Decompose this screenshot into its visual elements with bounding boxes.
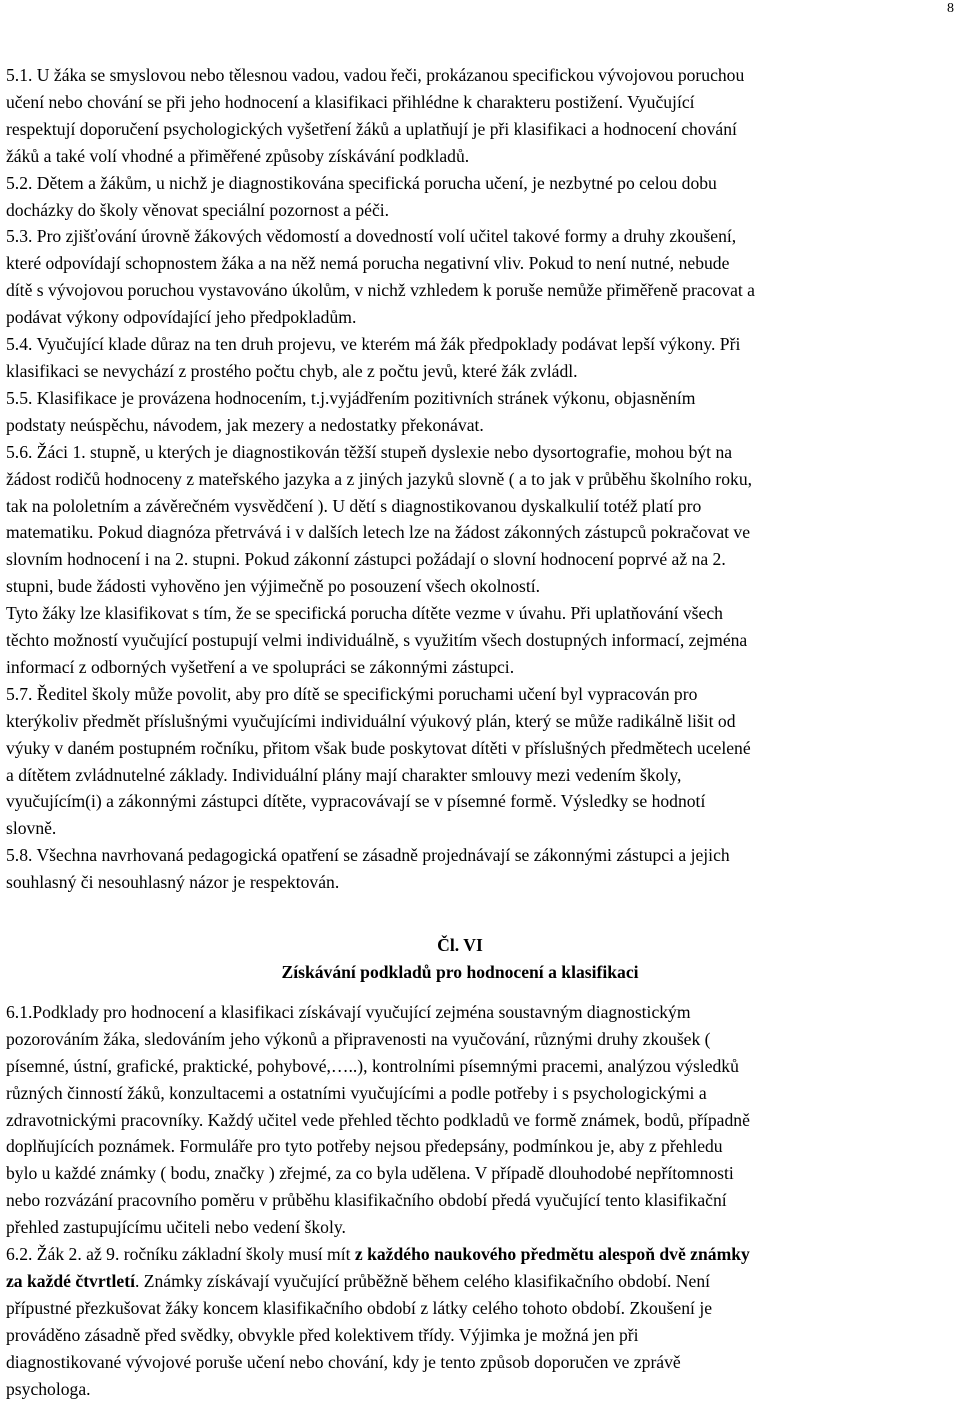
text-line: 5.2. Dětem a žákům, u nichž je diagnostikována specifická porucha učení, je nezbytné po celou dobu	[6, 172, 717, 193]
text-line: stupni, bude žádosti vyhověno jen výjimečně po posouzení všech okolností.	[6, 576, 541, 597]
text-line: výuky v daném postupném ročníku, přitom však bude poskytovat dítěti v příslušných předmětech ucelené	[6, 737, 751, 758]
text-line: prováděno zásadně před svědky, obvykle před kolektivem třídy. Výjimka je možná jen při	[6, 1324, 639, 1345]
section-title: Získávání podkladů pro hodnocení a klasifikaci	[281, 962, 639, 982]
article-number: Čl. VI	[437, 935, 483, 956]
text-line: žáků a také volí vhodné a přiměřené způsoby získávání podkladů.	[6, 145, 470, 166]
text-line: 5.7. Ředitel školy může povolit, aby pro dítě se specifickými poruchami učení byl vypracován pro	[6, 683, 698, 704]
text-line: souhlasný či nesouhlasný názor je respektován.	[6, 872, 340, 893]
emphasis-text: z každého naukového předmětu alespoň dvě známky	[354, 1244, 750, 1265]
text-line: 5.1. U žáka se smyslovou nebo tělesnou vadou, vadou řeči, prokázanou specifickou vývojovou poruchou	[6, 65, 745, 85]
text-line: bylo u každé známky ( bodu, značky ) zřejmé, za co byla udělena. V případě dlouhodobé nepřítomnosti	[6, 1163, 734, 1184]
text-line: zdravotnickými pracovníky. Každý učitel vede přehled těchto podkladů ve formě známek, bodů, případně	[6, 1109, 750, 1130]
text-line: doplňujících poznámek. Formuláře pro tyto potřeby nejsou předepsány, podmínkou je, aby z přehledu	[6, 1136, 723, 1157]
text-line: informací z odborných vyšetření a ve spolupráci se zákonnými zástupci.	[6, 656, 515, 677]
text-line: tak na pololetním a závěrečném vysvědčení ). U dětí s diagnostikovanou dyskalkulií totéž platí pro	[6, 495, 702, 516]
text-line: 5.6. Žáci 1. stupně, u kterých je diagnostikován těžší stupeň dyslexie nebo dysortografie, mohou být na	[6, 441, 733, 462]
text-line: dítě s vývojovou poruchou vystavováno úkolům, v nichž vzhledem k poruše nemůže přiměřeně pracovat a	[6, 280, 755, 301]
text-line: 5.8. Všechna navrhovaná pedagogická opatření se zásadně projednávají se zákonnými zástupci a jejich	[6, 845, 730, 866]
text-line: žádost rodičů hodnoceny z mateřského jazyka a z jiných jazyků slovně ( a to jak v průběhu školního roku,	[6, 468, 753, 489]
text-line: 5.5. Klasifikace je provázena hodnocením, t.j.vyjádřením pozitivních stránek výkonu, objasněním	[6, 387, 696, 408]
text-line: 5.3. Pro zjišťování úrovně žákových vědomostí a dovedností volí učitel takové formy a druhy zkoušení,	[6, 226, 737, 247]
text-line: písemné, ústní, grafické, praktické, pohybové,…..), kontrolními písemnými pracemi, analýzou výsledků	[6, 1055, 739, 1076]
text-line: které odpovídají schopnostem žáka a na něž nemá porucha negativní vliv. Pokud to není nutné, nebude	[6, 253, 730, 274]
text-segment: . Známky získávají vyučující průběžně během celého klasifikačního období. Není	[134, 1270, 711, 1291]
text-line: vyučujícím(i) a zákonnými zástupci dítěte, vypracovávají se v písemné formě. Výsledky se hodnotí	[6, 791, 706, 812]
text-line: Tyto žáky lze klasifikovat s tím, že se specifická porucha dítěte vezme v úvahu. Při uplatňování všech	[6, 603, 723, 624]
text-line: klasifikaci se nevychází z prostého počtu chyb, ale z počtu jevů, které žák zvládl.	[6, 360, 578, 381]
text-line: podávat výkony odpovídající jeho předpokladům.	[6, 307, 357, 328]
text-line: 5.4. Vyučující klade důraz na ten druh projevu, ve kterém má žák předpoklady podávat lepší výkony. Při	[6, 334, 741, 355]
text-line: 6.1.Podklady pro hodnocení a klasifikaci získávají vyučující zejména soustavným diagnostickým	[6, 1001, 691, 1022]
text-line: respektují doporučení psychologických vyšetření žáků a uplatňují je při klasifikaci a hodnocení chování	[6, 118, 737, 139]
body-text	[6, 62, 956, 1403]
text-line: pozorováním žáka, sledováním jeho výkonů a připravenosti na vyučování, různými druhy zkoušek (	[6, 1028, 711, 1049]
emphasis-text: za každé čtvrtletí	[6, 1270, 135, 1291]
text-line: nebo rozvázání pracovního poměru v průběhu klasifikačního období předá vyučující tento klasifikační	[6, 1190, 727, 1211]
text-line	[6, 1268, 956, 1295]
text-line: různých činností žáků, konzultacemi a ostatními vyučujícími a podle potřeby i s psychologickými a	[6, 1082, 707, 1103]
text-line: učení nebo chování se při jeho hodnocení a klasifikaci přihlédne k charakteru postižení. Vyučující	[6, 91, 695, 112]
page-number: 8	[947, 1, 954, 16]
text-line: matematiku. Pokud diagnóza přetrvává i v dalších letech lze na žádost zákonných zástupců pokračovat ve	[6, 522, 751, 543]
text-line: přehled zastupujícímu učiteli nebo vedení školy.	[6, 1217, 346, 1238]
text-line: přípustné přezkušovat žáky koncem klasifikačního období z látky celého tohoto období. Zkoušení je	[6, 1297, 713, 1318]
text-line: podstaty neúspěchu, návodem, jak mezery a nedostatky překonávat.	[6, 414, 484, 435]
text-line: slovním hodnocení i na 2. stupni. Pokud zákonní zástupci požádají o slovní hodnocení poprvé až na 2.	[6, 549, 726, 570]
text-line: diagnostikované vývojové poruše učení nebo chování, kdy je tento způsob doporučen ve zprávě	[6, 1351, 681, 1372]
text-line: psychologa.	[6, 1378, 91, 1399]
text-line: kterýkoliv předmět příslušnými vyučujícími individuální výukový plán, který se může radikálně lišit od	[6, 710, 736, 731]
text-line: a dítětem zvládnutelné základy. Individuální plány mají charakter smlouvy mezi vedením školy,	[6, 764, 682, 785]
text-line: docházky do školy věnovat speciální pozornost a péči.	[6, 199, 390, 220]
text-line	[6, 1241, 956, 1268]
text-segment: 6.2. Žák 2. až 9. ročníku základní školy musí mít	[6, 1244, 355, 1265]
text-line: těchto možností vyučující postupují velmi individuálně, s využitím všech dostupných informací, zejména	[6, 630, 748, 651]
text-line: slovně.	[6, 818, 57, 839]
